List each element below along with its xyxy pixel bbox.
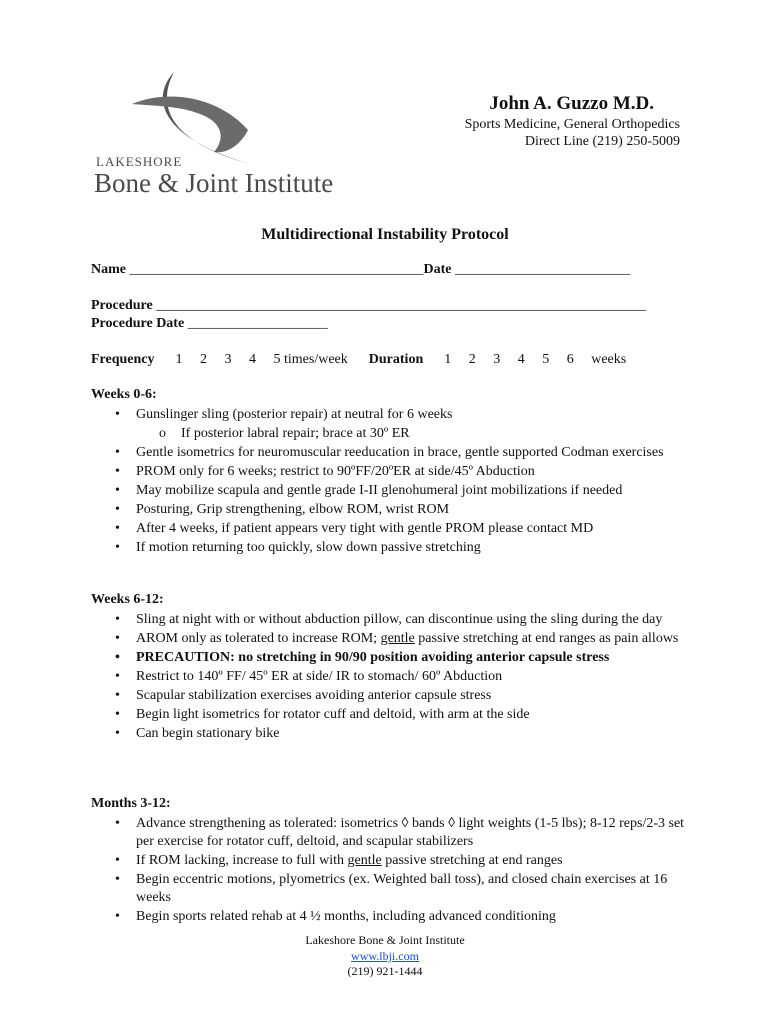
logo-swoosh-icon [130,68,290,168]
procedure-date-label: Procedure Date [91,316,185,331]
name-label: Name [91,262,126,277]
list-item-text: passive stretching at end ranges as pain allows [418,631,679,646]
list-item-text: If ROM lacking, increase to full with [136,853,345,868]
list-item: • Can begin stationary bike [91,725,691,743]
duration-option[interactable]: 4 [517,352,525,367]
section-heading-weeks-0-6: Weeks 0-6: [91,387,157,402]
list-item: • Gentle isometrics for neuromuscular reeducation in brace, gentle supported Codman exercises [91,444,691,462]
emphasis-text: gentle [347,853,382,868]
duration-option[interactable]: 6 [566,352,574,367]
frequency-option[interactable]: 5 [273,352,281,367]
list-item: • Advance strengthening as tolerated: isometrics ◊ bands ◊ light weights (1-5 lbs); 8-12 reps/2-3 set per exercise for rotator cuff, deltoid, and scapular stabilizers [91,815,691,851]
list-item: • Begin light isometrics for rotator cuff and deltoid, with arm at the side [91,706,691,724]
list-item: • Gunslinger sling (posterior repair) at neutral for 6 weeks [91,406,691,424]
name-field[interactable]: __________________________________________ [129,262,424,277]
precaution-item: • PRECAUTION: no stretching in 90/90 position avoiding anterior capsule stress [91,649,691,667]
frequency-option[interactable]: 1 [175,352,183,367]
weeks-6-12-list [91,611,691,744]
list-item: • Begin eccentric motions, plyometrics (ex. Weighted ball toss), and closed chain exercises at 16 weeks [91,871,691,907]
website-link-text[interactable]: www.lbji.com [351,949,419,963]
duration-unit: weeks [591,352,627,367]
list-item: • Scapular stabilization exercises avoiding anterior capsule stress [91,687,691,705]
list-item [91,852,691,870]
list-item [91,630,691,648]
list-item-text: passive stretching at end ranges [385,853,563,868]
procedure-label: Procedure [91,298,153,313]
frequency-label: Frequency [91,352,155,367]
section-heading-months-3-12: Months 3-12: [91,796,171,811]
list-item: • Sling at night with or without abduction pillow, can discontinue using the sling during the day [91,611,691,629]
list-subitem: o If posterior labral repair; brace at 30º ER [91,425,691,443]
doctor-name: John A. Guzzo M.D. [489,93,654,114]
footer-website-link[interactable] [0,949,770,964]
weeks-0-6-list [91,406,691,558]
list-item: • Begin sports related rehab at 4 ½ months, including advanced conditioning [91,908,691,926]
list-item: • PROM only for 6 weeks; restrict to 90ºFF/20ºER at side/45º Abduction [91,463,691,481]
doctor-direct-line: Direct Line (219) 250-5009 [524,134,680,149]
page-title: Multidirectional Instability Protocol [261,226,509,243]
duration-option[interactable]: 2 [468,352,476,367]
footer-phone: (219) 921-1444 [347,964,423,978]
footer-org: Lakeshore Bone & Joint Institute [305,933,465,947]
emphasis-text: gentle [380,631,415,646]
list-item: • If motion returning too quickly, slow down passive stretching [91,539,691,557]
list-item: • Posturing, Grip strengthening, elbow ROM, wrist ROM [91,501,691,519]
list-item: • Restrict to 140º FF/ 45º ER at side/ IR to stomach/ 60º Abduction [91,668,691,686]
frequency-option[interactable]: 4 [249,352,257,367]
procedure-field[interactable]: ______________________________________________________________________ [156,298,647,313]
logo-small-text: LAKESHORE [96,154,183,169]
duration-option[interactable]: 1 [444,352,452,367]
months-3-12-list [91,815,691,927]
list-item-text: AROM only as tolerated to increase ROM; [136,631,378,646]
procedure-row [91,298,646,314]
procedure-date-field[interactable]: ____________________ [187,316,328,331]
frequency-unit: times/week [284,352,348,367]
institute-logo [94,68,374,198]
list-item: • After 4 weeks, if patient appears very tight with gentle PROM please contact MD [91,520,691,538]
date-label: Date [423,262,452,277]
section-heading-weeks-6-12: Weeks 6-12: [91,592,164,607]
duration-option[interactable]: 3 [493,352,501,367]
logo-main-text: Bone & Joint Institute [94,168,334,198]
duration-option[interactable]: 5 [542,352,550,367]
list-item: • May mobilize scapula and gentle grade I-II glenohumeral joint mobilizations if needed [91,482,691,500]
frequency-duration-row [91,352,626,368]
frequency-option[interactable]: 2 [200,352,208,367]
procedure-date-row [91,316,328,332]
date-field[interactable]: _________________________ [455,262,630,277]
name-date-row [91,262,630,278]
doctor-specialty: Sports Medicine, General Orthopedics [464,117,680,132]
frequency-option[interactable]: 3 [224,352,232,367]
duration-label: Duration [368,352,424,367]
